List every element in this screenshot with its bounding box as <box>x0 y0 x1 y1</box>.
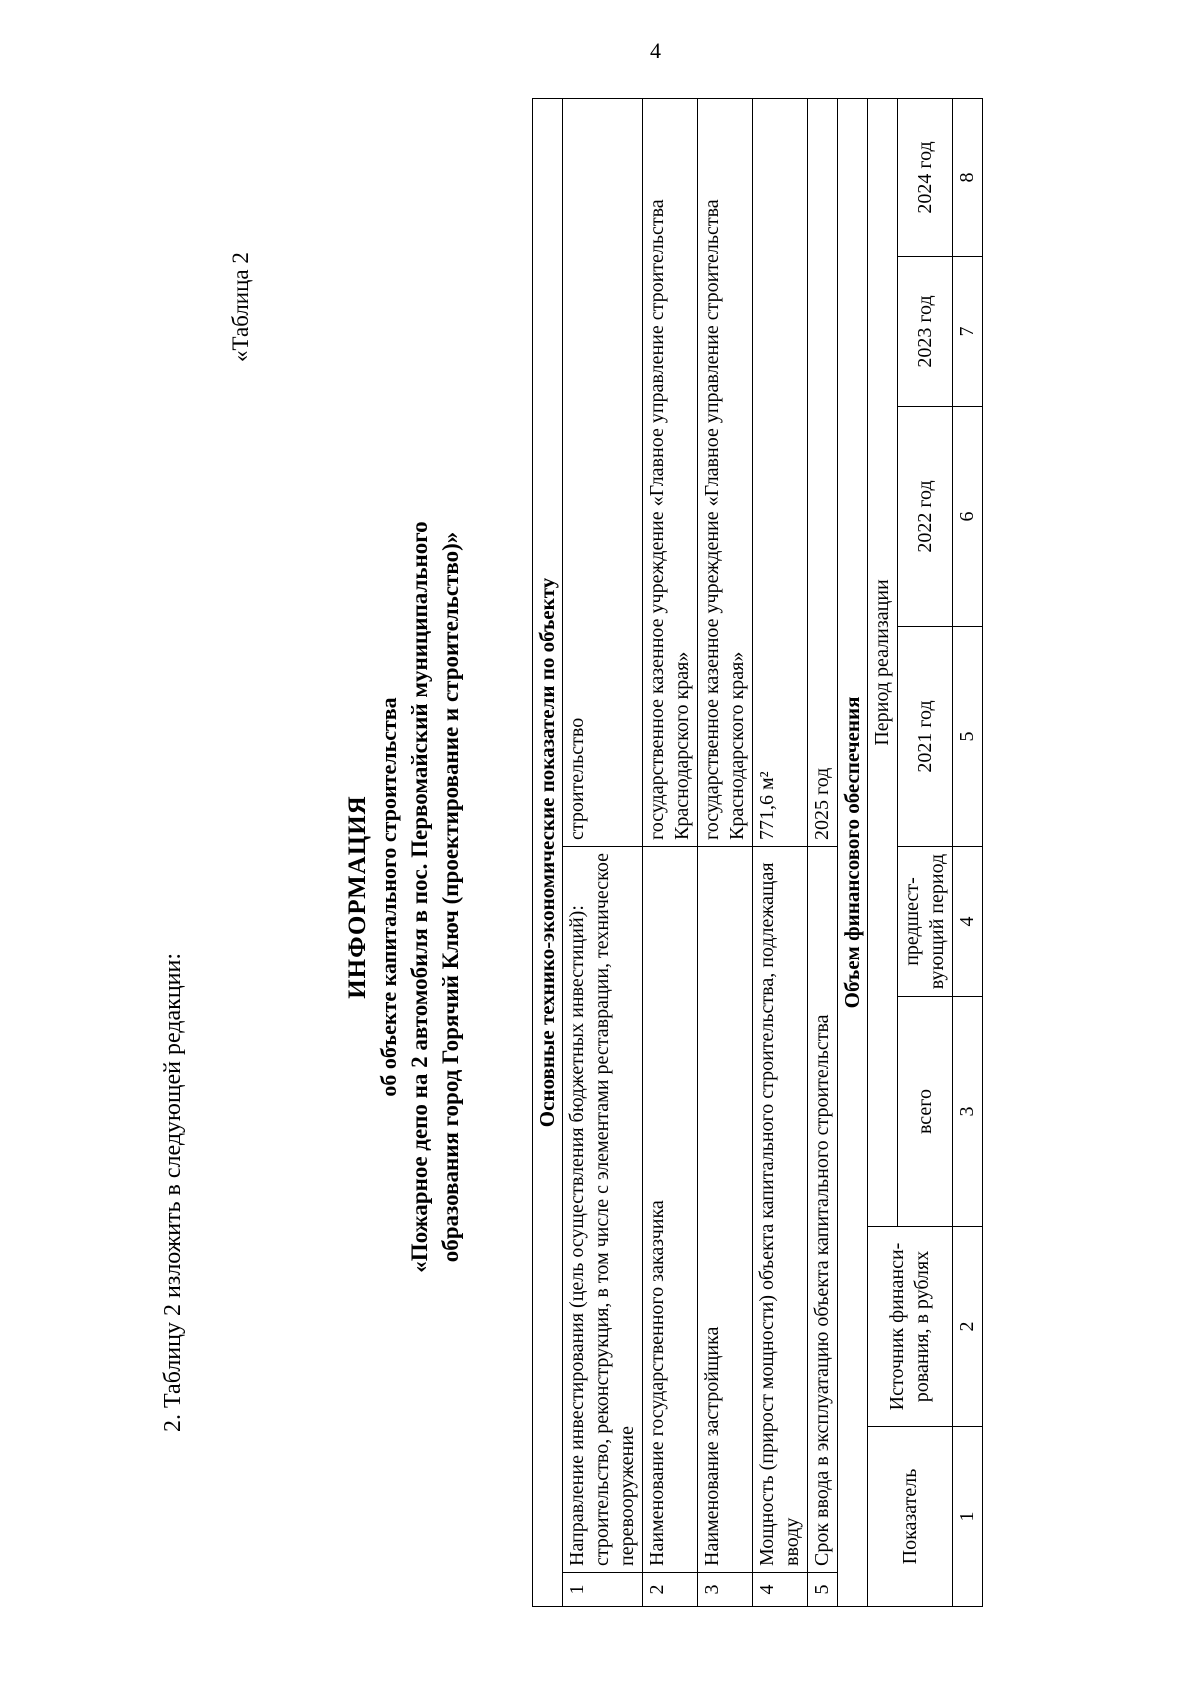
row-label: Наименование государственного заказчика <box>643 847 698 1573</box>
row-number: 5 <box>808 1573 838 1607</box>
header-source: Источник финанси-рования, в рублях <box>868 1227 953 1427</box>
table-row <box>698 98 753 1606</box>
row-number: 4 <box>753 1573 808 1607</box>
col-number: 5 <box>953 627 983 847</box>
table-row <box>753 98 808 1606</box>
col-number: 8 <box>953 98 983 256</box>
header-year: 2022 год <box>898 407 953 627</box>
row-number: 2 <box>643 1573 698 1607</box>
section2-title-row <box>838 98 868 1606</box>
column-numbers-row <box>953 98 983 1606</box>
table-label: «Таблица 2 <box>228 252 253 362</box>
row-value: строительство <box>563 98 643 846</box>
header-year: 2021 год <box>898 627 953 847</box>
col-number: 6 <box>953 407 983 627</box>
section1-title-row <box>533 98 563 1606</box>
row-value: 2025 год <box>808 98 838 846</box>
header-prior: предшест-вующий период <box>898 847 953 997</box>
col-number: 7 <box>953 257 983 407</box>
fin-header-row <box>868 98 898 1606</box>
header-indicator: Показатель <box>868 1427 953 1607</box>
header-total: всего <box>898 997 953 1227</box>
section1-title: Основные технико-экономические показатели по объекту <box>533 98 563 1606</box>
row-label: Мощность (прирост мощности) объекта капитального строительства, подлежащая вводу <box>753 847 808 1573</box>
row-value: 771,6 м² <box>753 98 808 846</box>
col-number: 4 <box>953 847 983 997</box>
table-row <box>563 98 643 1606</box>
title-sub: об объекте капитального строительства <box>376 697 401 1097</box>
section2-title: Объем финансового обеспечения <box>838 98 868 1606</box>
intro-text: 2. Таблицу 2 изложить в следующей редакции: <box>160 952 186 1432</box>
row-label: Наименование застройщика <box>698 847 753 1573</box>
page-number: 4 <box>650 38 661 63</box>
row-value: государственное казенное учреждение «Главное управление строительства Краснодарского края» <box>643 98 698 846</box>
row-number: 1 <box>563 1573 643 1607</box>
title-main: ИНФОРМАЦИЯ <box>344 795 371 999</box>
table-row <box>808 98 838 1606</box>
row-label: Направление инвестирования (цель осуществления бюджетных инвестиций): строительство, реконструкция, в том числе с элементами реставрации, техническое перевооружение <box>563 847 643 1573</box>
title-object-line2: образования город Горячий Ключ (проектирование и строительство)» <box>438 531 463 1263</box>
col-number: 2 <box>953 1227 983 1427</box>
document-title <box>342 297 466 1497</box>
col-number: 1 <box>953 1427 983 1607</box>
header-period: Период реализации <box>868 98 898 1226</box>
row-value: государственное казенное учреждение «Главное управление строительства Краснодарского края» <box>698 98 753 846</box>
title-object-line1: «Пожарное депо на 2 автомобиля в пос. Первомайский муниципального <box>407 521 432 1273</box>
col-number: 3 <box>953 997 983 1227</box>
row-label: Срок ввода в эксплуатацию объекта капитального строительства <box>808 847 838 1573</box>
header-year: 2023 год <box>898 257 953 407</box>
row-number: 3 <box>698 1573 753 1607</box>
header-year: 2024 год <box>898 98 953 256</box>
info-table <box>532 98 983 1607</box>
table-row <box>643 98 698 1606</box>
